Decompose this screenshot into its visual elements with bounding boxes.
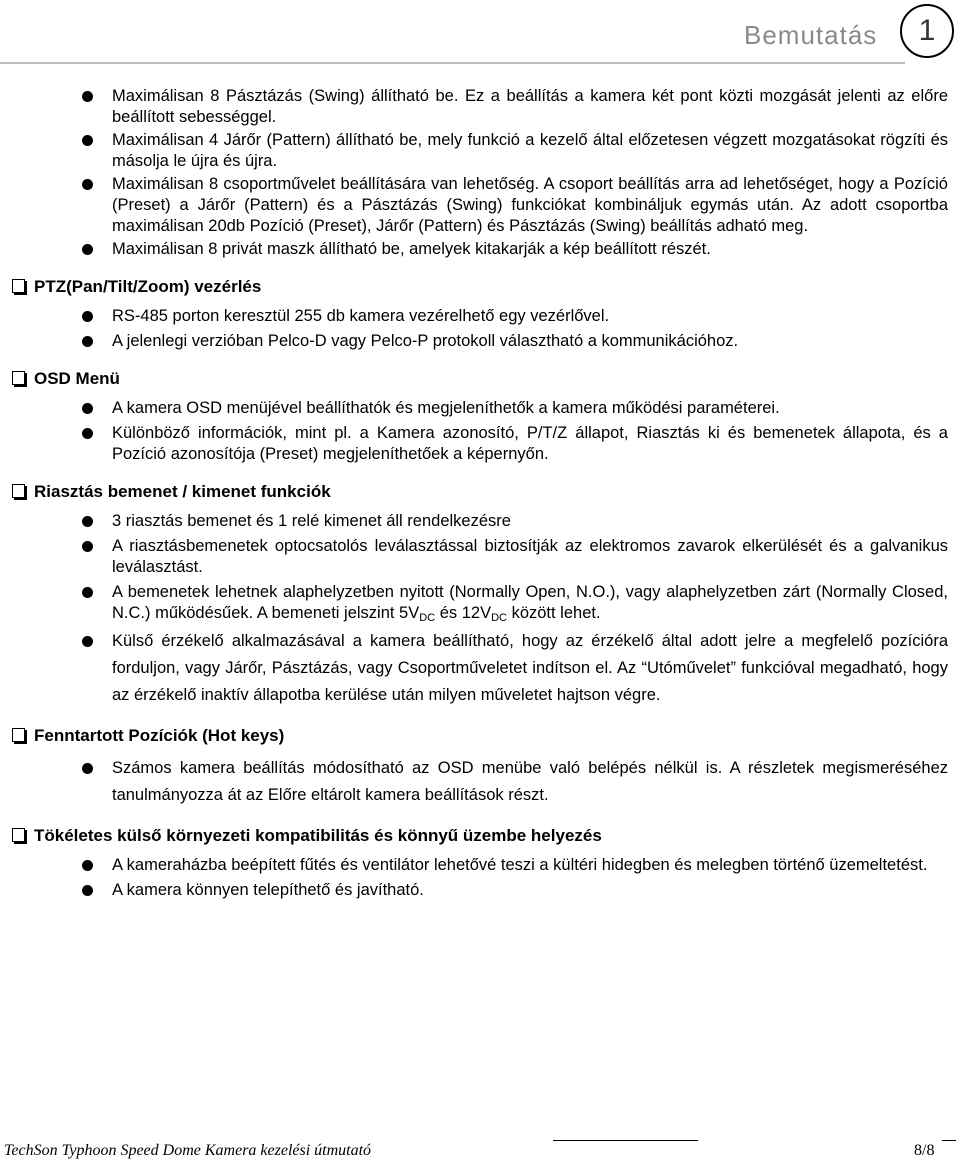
list-item: A kamera könnyen telepíthető és javítható. — [0, 880, 960, 901]
footer-rule — [553, 1140, 698, 1141]
list-item: A riasztásbemenetek optocsatolós leválasztással biztosítják az elektromos zavarok elkerülését és a galvanikus leválasztást. — [0, 536, 960, 578]
section-heading-alarm: Riasztás bemenet / kimenet funkciók — [0, 481, 960, 503]
footer-page-number: 8/8 — [914, 1142, 935, 1159]
list-item: Maximálisan 8 privát maszk állítható be, amelyek kitakarják a kép beállított részét. — [0, 239, 960, 260]
list-item: A kameraházba beépített fűtés és ventilátor lehetővé teszi a kültéri hidegben és melegben történő üzemeltetést. — [0, 855, 960, 876]
list-item: A kamera OSD menüjével beállíthatók és megjeleníthetők a kamera működési paraméterei. — [0, 398, 960, 419]
list-item: 3 riasztás bemenet és 1 relé kimenet áll rendelkezésre — [0, 511, 960, 532]
list-item: Maximálisan 4 Járőr (Pattern) állítható be, mely funkció a kezelő által előzetesen végzett mozgatásokat rögzíti és másolja le újra és újra. — [0, 130, 960, 172]
footer-document-title: TechSon Typhoon Speed Dome Kamera kezelési útmutató — [4, 1142, 372, 1159]
section-heading-environment: Tökéletes külső környezeti kompatibilitás és könnyű üzembe helyezés — [0, 825, 960, 847]
header-divider — [0, 62, 905, 64]
list-item: Számos kamera beállítás módosítható az OSD menübe való belépés nélkül is. A részletek megismeréséhez tanulmányozza át az Előre eltárolt kamera beállítások részt. — [0, 755, 960, 809]
list-item: RS-485 porton keresztül 255 db kamera vezérelhető egy vezérlővel. — [0, 306, 960, 327]
page-content — [0, 86, 960, 905]
footer-rule — [942, 1140, 956, 1141]
list-item: Maximálisan 8 Pásztázás (Swing) állítható be. Ez a beállítás a kamera két pont közti mozgását jelenti az előre beállított sebességgel. — [0, 86, 960, 128]
list-item: A jelenlegi verzióban Pelco-D vagy Pelco-P protokoll választható a kommunikációhoz. — [0, 331, 960, 352]
section-heading-ptz: PTZ(Pan/Tilt/Zoom) vezérlés — [0, 276, 960, 298]
chapter-number-badge: 1 — [900, 4, 954, 58]
list-item — [0, 582, 960, 624]
section-heading-osd: OSD Menü — [0, 368, 960, 390]
dc-subscript: DC — [491, 612, 507, 624]
header-title: Bemutatás — [744, 20, 878, 50]
list-item: Külső érzékelő alkalmazásával a kamera beállítható, hogy az érzékelő által adott jelre a megfelelő pozícióra forduljon, vagy Járőr, Pásztázás, vagy Csoportműveletet indítson el. Az “Utóművelet” funkcióval megadható, hogy az érzékelő inaktív állapotba kerülése után milyen műveletet hajtson végre. — [0, 628, 960, 709]
alarm-input-text-c: között lehet. — [506, 604, 601, 622]
section-heading-hotkeys: Fenntartott Pozíciók (Hot keys) — [0, 725, 960, 747]
list-item: Különböző információk, mint pl. a Kamera azonosító, P/T/Z állapot, Riasztás ki és bemenetek állapota, és a Pozíció azonosítója (Preset) megjeleníthetőek a képernyőn. — [0, 423, 960, 465]
dc-subscript: DC — [419, 612, 436, 624]
alarm-input-text-b: és 12V — [435, 604, 492, 622]
list-item: Maximálisan 8 csoportművelet beállítására van lehetőség. A csoport beállítás arra ad lehetőséget, hogy a Pozíció (Preset) a Járőr (Pattern) és a Pásztázás (Swing) funkciókat kombináljuk egymás után. Az adott csoportba maximálisan 20db Pozíció (Preset), Járőr (Pattern) és Pásztázás (Swing) beállítás adható meg. — [0, 174, 960, 237]
alarm-input-text-a: A bemenetek lehetnek alaphelyzetben nyitott (Normally Open, N.O.), vagy alaphelyzetben zárt (Normally Closed, N.C.) működésűek. A bemeneti jelszint 5V — [112, 583, 948, 622]
